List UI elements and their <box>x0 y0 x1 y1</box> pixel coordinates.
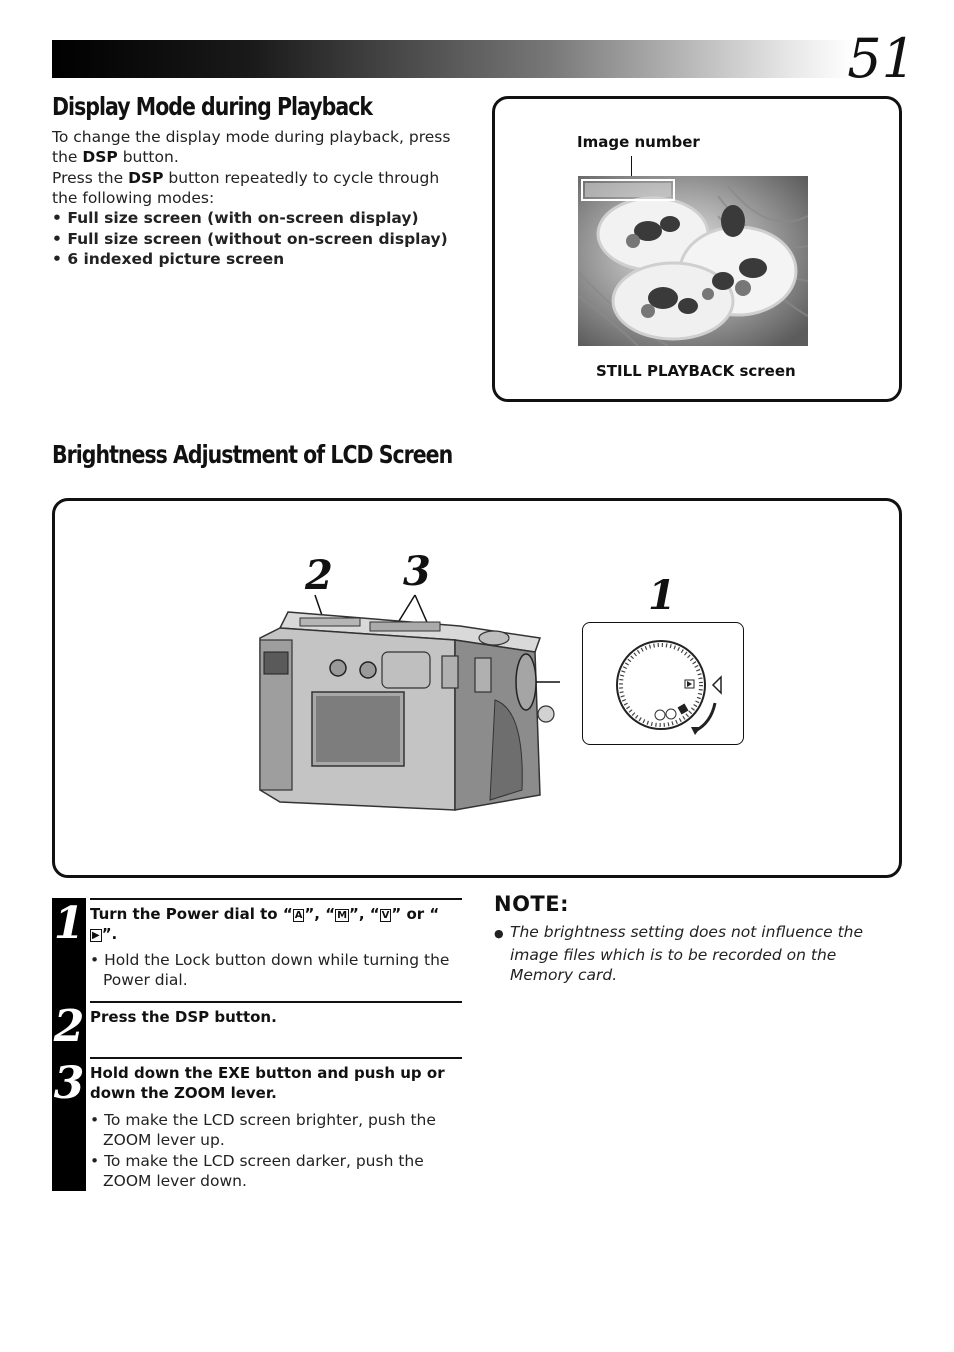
step-3-title: Hold down the EXE button and push up or down the ZOOM lever. <box>90 1064 445 1102</box>
display-mode-list <box>52 208 457 270</box>
step-number-1: 1 <box>53 898 85 949</box>
play-mode-icon: ▶ <box>92 930 100 941</box>
note-bullet: ● <box>494 927 504 940</box>
power-dial-inset <box>582 622 744 745</box>
page-number: 51 <box>847 27 916 90</box>
step-3-note-2: • To make the LCD screen darker, push the ZOOM lever down. <box>90 1152 424 1191</box>
note-text: The brightness setting does not influence the image files which is to be recorded on the Memory card. <box>510 923 864 985</box>
auto-mode-icon: A <box>294 910 303 921</box>
step-1-title: Turn the Power dial to “ A ”, “ M ”, “ V ” or “▶ ”. <box>90 905 440 943</box>
list-item: • Full size screen (without on-screen display) <box>52 229 457 250</box>
callout-1: 1 <box>648 572 676 619</box>
display-mode-text <box>52 127 457 270</box>
list-item: • Full size screen (with on-screen display) <box>52 208 457 229</box>
step-number-2: 2 <box>53 1001 85 1052</box>
note-title: NOTE: <box>494 892 569 916</box>
steps-panel <box>52 898 462 1191</box>
note-body <box>494 922 890 986</box>
step-2-title: Press the DSP button. <box>90 1008 277 1026</box>
step-rule-1 <box>90 898 462 900</box>
callout-2: 2 <box>305 552 333 599</box>
brightness-heading: Brightness Adjustment of LCD Screen <box>52 440 453 469</box>
display-mode-para2: Press the DSP button repeatedly to cycle through the following modes: <box>52 168 440 207</box>
callout-3: 3 <box>403 548 431 595</box>
display-mode-para1: To change the display mode during playback, press the DSP button. <box>52 128 451 167</box>
step-rule-3 <box>90 1057 462 1059</box>
still-playback-photo <box>578 176 808 346</box>
manual-mode-icon: M <box>337 910 348 921</box>
step-number-3: 3 <box>53 1058 85 1109</box>
step-3-note-1: • To make the LCD screen brighter, push the ZOOM lever up. <box>90 1111 436 1150</box>
video-mode-icon: V <box>381 910 390 921</box>
list-item: • 6 indexed picture screen <box>52 249 457 270</box>
step-1-note: • Hold the Lock button down while turning the Power dial. <box>90 951 450 990</box>
camera-illustration <box>250 590 560 820</box>
seafood-photo-illustration <box>578 176 808 346</box>
still-playback-caption: STILL PLAYBACK screen <box>596 362 796 380</box>
header-gradient-bar <box>52 40 852 78</box>
power-dial-icon <box>583 623 742 743</box>
display-mode-heading: Display Mode during Playback <box>52 92 373 121</box>
image-number-label: Image number <box>577 133 700 151</box>
step-rule-2 <box>90 1001 462 1003</box>
